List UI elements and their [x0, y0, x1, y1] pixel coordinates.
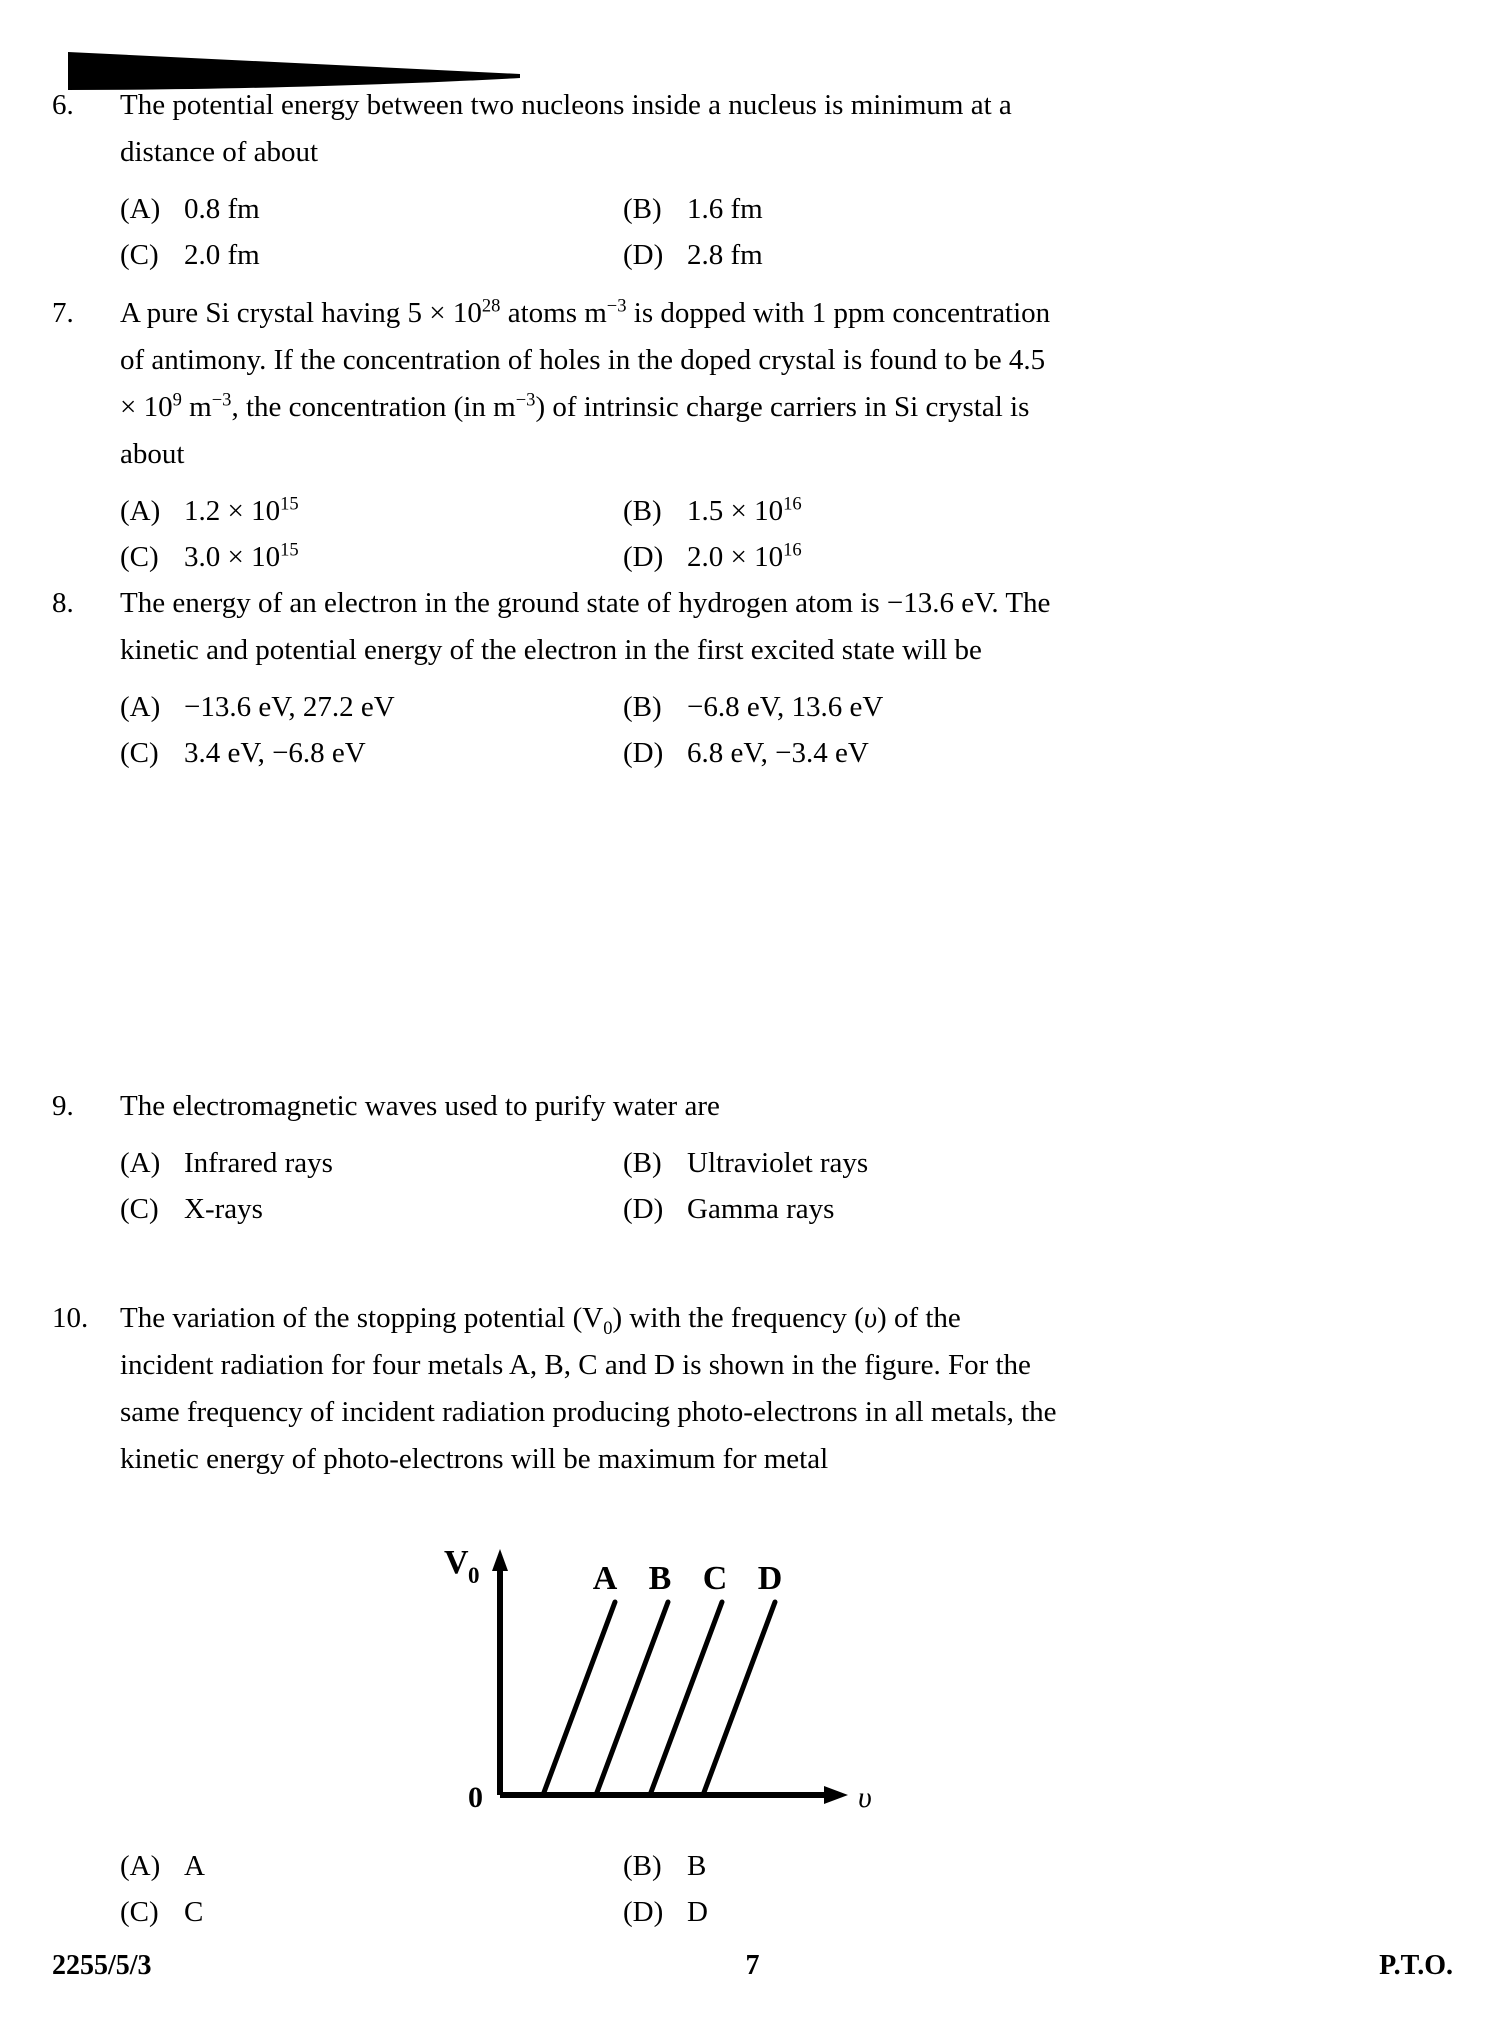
- figure-origin-label: 0: [468, 1781, 483, 1814]
- option-letter: (D): [623, 541, 664, 573]
- question-9-head: [52, 1083, 1057, 1130]
- option-letter: (B): [623, 1147, 662, 1179]
- option-9-b[interactable]: [623, 1140, 1057, 1186]
- option-value: 1.6 fm: [687, 193, 763, 225]
- option-letter: (D): [623, 737, 664, 769]
- option-7-c[interactable]: [120, 534, 623, 580]
- page-footer: [52, 1944, 1453, 1988]
- option-value: Infrared rays: [184, 1147, 333, 1179]
- option-value: C: [184, 1896, 204, 1928]
- question-9-number: 9.: [52, 1090, 74, 1122]
- option-8-a[interactable]: [120, 684, 623, 730]
- question-6-options: [52, 186, 1057, 278]
- option-6-c[interactable]: [120, 232, 623, 278]
- question-9-options: [52, 1140, 1057, 1232]
- option-value: Ultraviolet rays: [687, 1147, 869, 1179]
- option-value: $1.5 \times 10^{16}$: [687, 493, 802, 527]
- option-letter: (C): [120, 1193, 159, 1225]
- figure-curve-label-d: D: [757, 1560, 783, 1597]
- option-letter: (A): [120, 193, 161, 225]
- question-10-options: [52, 1843, 1057, 1935]
- question-8-head: [52, 580, 1057, 674]
- option-letter: (A): [120, 1147, 161, 1179]
- option-row: [120, 1140, 1057, 1186]
- question-7-text: A pure Si crystal having $5 \times 10^{28}$ atoms $m^{-3}$ is dopped with 1 ppm concentration of antimony. If the concentration of holes in the doped crystal is found to be $4.5 \times 10^9$ $m^{-3}$, the concentration (in $m^{-3}$) of intrinsic charge carriers in Si crystal is about: [120, 295, 1051, 470]
- option-value: 2.0 fm: [184, 239, 260, 271]
- question-9: [52, 1083, 1057, 1232]
- option-10-c[interactable]: [120, 1889, 623, 1935]
- option-letter: (D): [623, 1193, 664, 1225]
- figure-y-axis-label: V: [444, 1544, 469, 1581]
- option-7-b[interactable]: [623, 488, 1057, 534]
- option-value: 0.8 fm: [184, 193, 260, 225]
- option-letter: (C): [120, 1896, 159, 1928]
- question-8: [52, 580, 1057, 776]
- option-row: [120, 488, 1057, 534]
- question-8-number: 8.: [52, 587, 74, 619]
- option-letter: (B): [623, 495, 662, 527]
- option-value: −6.8 eV, 13.6 eV: [687, 691, 884, 723]
- stopping-potential-vs-frequency-graph: [400, 1525, 920, 1825]
- option-value: 6.8 eV, −3.4 eV: [687, 737, 869, 769]
- option-10-d[interactable]: [623, 1889, 1057, 1935]
- option-value: −13.6 eV, 27.2 eV: [184, 691, 395, 723]
- option-letter: (B): [623, 193, 662, 225]
- option-6-a[interactable]: [120, 186, 623, 232]
- question-9-text: The electromagnetic waves used to purify water are: [120, 1090, 720, 1122]
- question-10-options-block: [52, 1843, 1057, 1935]
- option-letter: (A): [120, 1850, 161, 1882]
- figure-x-axis-label: υ: [858, 1781, 872, 1814]
- question-8-text: The energy of an electron in the ground state of hydrogen atom is −13.6 eV. The kinetic and potential energy of the electron in the first excited state will be: [120, 587, 1051, 666]
- option-row: [120, 186, 1057, 232]
- question-7-number: 7.: [52, 297, 74, 329]
- figure-y-axis-label-subscript: 0: [468, 1563, 480, 1588]
- option-10-b[interactable]: [623, 1843, 1057, 1889]
- option-letter: (A): [120, 495, 161, 527]
- option-value: Gamma rays: [687, 1193, 835, 1225]
- question-6-head: [52, 82, 1057, 176]
- option-7-a[interactable]: [120, 488, 623, 534]
- question-7: [52, 290, 1057, 580]
- option-6-d[interactable]: [623, 232, 1057, 278]
- question-8-options: [52, 684, 1057, 776]
- option-letter: (C): [120, 541, 159, 573]
- option-value: $1.2 \times 10^{15}$: [184, 493, 299, 527]
- option-8-b[interactable]: [623, 684, 1057, 730]
- option-9-d[interactable]: [623, 1186, 1057, 1232]
- option-10-a[interactable]: [120, 1843, 623, 1889]
- question-6: [52, 82, 1057, 278]
- question-6-text: The potential energy between two nucleons inside a nucleus is minimum at a distance of about: [120, 89, 1012, 168]
- option-letter: (C): [120, 239, 159, 271]
- figure-curve-label-a: A: [592, 1560, 618, 1597]
- option-value: 2.8 fm: [687, 239, 763, 271]
- question-10-number: 10.: [52, 1302, 89, 1334]
- question-10-head: [52, 1295, 1057, 1483]
- option-7-d[interactable]: [623, 534, 1057, 580]
- option-row: [120, 1843, 1057, 1889]
- question-7-options: [52, 488, 1057, 580]
- option-value: A: [184, 1850, 205, 1882]
- figure-curve-label-b: B: [648, 1560, 672, 1597]
- option-6-b[interactable]: [623, 186, 1057, 232]
- option-value: X-rays: [184, 1193, 263, 1225]
- question-10: [52, 1295, 1057, 1483]
- option-value: B: [687, 1850, 707, 1882]
- option-row: [120, 1186, 1057, 1232]
- question-7-head: [52, 290, 1057, 478]
- question-10-text: The variation of the stopping potential $(V_0)$ with the frequency (υ) of the incident radiation for four metals A, B, C and D is shown in the figure. For the same frequency of incident radiation producing photo-electrons in all metals, the kinetic energy of photo-electrons will be maximum for metal: [120, 1302, 1057, 1475]
- option-value: $2.0 \times 10^{16}$: [687, 539, 802, 573]
- option-row: [120, 534, 1057, 580]
- option-row: [120, 730, 1057, 776]
- option-value: D: [687, 1896, 708, 1928]
- option-9-a[interactable]: [120, 1140, 623, 1186]
- option-letter: (B): [623, 691, 662, 723]
- question-6-number: 6.: [52, 89, 74, 121]
- option-value: $3.0 \times 10^{15}$: [184, 539, 299, 573]
- option-letter: (D): [623, 1896, 664, 1928]
- option-row: [120, 1889, 1057, 1935]
- option-8-c[interactable]: [120, 730, 623, 776]
- option-value: 3.4 eV, −6.8 eV: [184, 737, 366, 769]
- turn-over-note: P.T.O.: [1379, 1950, 1453, 1981]
- figure-curve-label-c: C: [702, 1560, 728, 1597]
- option-letter: (D): [623, 239, 664, 271]
- option-letter: (B): [623, 1850, 662, 1882]
- option-row: [120, 684, 1057, 730]
- option-letter: (A): [120, 691, 161, 723]
- option-8-d[interactable]: [623, 730, 1057, 776]
- option-9-c[interactable]: [120, 1186, 623, 1232]
- page-number: 7: [745, 1950, 760, 1981]
- option-row: [120, 232, 1057, 278]
- option-letter: (C): [120, 737, 159, 769]
- paper-code: 2255/5/3: [52, 1950, 152, 1981]
